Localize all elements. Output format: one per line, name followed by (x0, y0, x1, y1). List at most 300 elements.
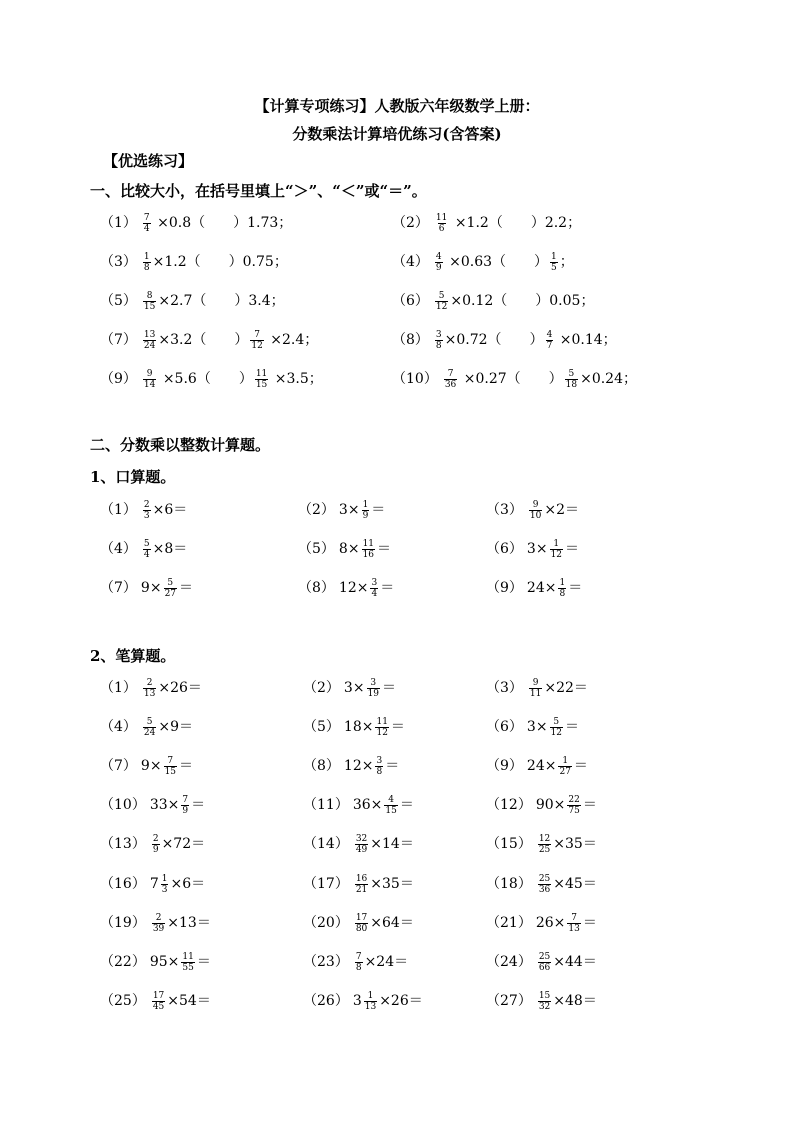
item-number: （4） (100, 719, 137, 735)
expression-text: 90× (535, 797, 566, 813)
fraction (538, 834, 551, 855)
expression-text: ×2.7（ ）3.4； (158, 293, 285, 309)
fraction (255, 369, 268, 390)
numerator: 3 (370, 677, 377, 688)
fraction (435, 213, 448, 234)
numerator: 5 (438, 290, 445, 301)
fraction (152, 991, 165, 1012)
denominator: 13 (568, 923, 580, 934)
denominator: 49 (355, 844, 368, 855)
denominator: 12 (550, 549, 563, 560)
section2-sub2-heading: 2、笔算题。 (90, 647, 176, 665)
fraction (558, 756, 571, 777)
denominator: 12 (435, 301, 448, 312)
denominator: 8 (435, 340, 442, 351)
numerator: 4 (388, 794, 394, 805)
expression-text: ×45＝ (553, 876, 597, 892)
fraction (546, 330, 554, 351)
fraction (558, 578, 566, 599)
compare-item (100, 210, 292, 236)
oral-item (100, 575, 193, 601)
oral-item (298, 536, 391, 562)
expression-text: ×2.4； (265, 332, 319, 348)
expression-text: ×9＝ (158, 719, 194, 735)
numerator: 3 (435, 329, 442, 340)
expression-text: ×0.72（ ） (444, 332, 544, 348)
expression-text: ＝ (377, 541, 392, 557)
item-number: （9） (486, 758, 523, 774)
numerator: 5 (143, 538, 150, 549)
fraction (355, 834, 368, 855)
item-number: （7） (100, 580, 137, 596)
expression-text: ＝ (565, 719, 580, 735)
denominator: 36 (538, 884, 551, 895)
denominator: 12 (376, 727, 388, 738)
expression-text: ×54＝ (167, 993, 211, 1009)
fraction (435, 252, 443, 273)
written-item (486, 675, 588, 701)
numerator: 4 (546, 329, 553, 340)
expression-text: 18× (343, 719, 374, 735)
item-number: （2） (298, 502, 335, 518)
fraction (143, 330, 156, 351)
denominator: 9 (362, 510, 369, 521)
numerator: 9 (532, 677, 539, 688)
numerator: 7 (355, 951, 362, 962)
numerator: 32 (355, 833, 368, 844)
expression-text: ＝ (385, 758, 400, 774)
numerator: 11 (255, 368, 268, 379)
denominator: 8 (143, 262, 150, 273)
denominator: 14 (143, 379, 156, 390)
item-number: （21） (486, 915, 532, 931)
item-number: （2） (392, 215, 429, 231)
compare-item (100, 288, 285, 314)
expression-text: 24× (526, 580, 557, 596)
fraction (375, 756, 383, 777)
fraction (181, 952, 194, 973)
numerator: 25 (538, 951, 551, 962)
item-number: （13） (100, 836, 146, 852)
fraction (550, 717, 563, 738)
compare-item (392, 327, 617, 353)
expression-text: ＝ (390, 719, 405, 735)
expression-text: ＝ (179, 580, 194, 596)
numerator: 22 (568, 794, 580, 805)
fraction (152, 913, 165, 934)
item-number: （4） (392, 254, 429, 270)
item-number: （3） (100, 254, 137, 270)
expression-text: ＝ (399, 797, 414, 813)
numerator: 5 (553, 716, 560, 727)
denominator: 9 (182, 805, 189, 816)
fraction (152, 834, 160, 855)
expression-text: ×24＝ (364, 954, 409, 970)
fraction (375, 717, 388, 738)
fraction (384, 795, 397, 816)
denominator: 66 (538, 962, 551, 973)
expression-text: 3× (343, 680, 365, 696)
fraction (550, 539, 563, 560)
numerator: 17 (355, 912, 368, 923)
item-number: （20） (303, 915, 349, 931)
numerator: 12 (538, 833, 551, 844)
expression-text: ＝ (582, 797, 597, 813)
denominator: 8 (376, 766, 383, 777)
denominator: 12 (251, 340, 263, 351)
denominator: 7 (546, 340, 553, 351)
numerator: 1 (143, 251, 150, 262)
expression-text: ×0.27（ ） (459, 371, 563, 387)
fraction (355, 913, 368, 934)
written-item (486, 792, 597, 818)
numerator: 15 (538, 990, 551, 1001)
numerator: 1 (559, 577, 566, 588)
fraction (164, 578, 177, 599)
denominator: 39 (152, 923, 165, 934)
item-number: （8） (392, 332, 429, 348)
expression-text: 3× (526, 541, 548, 557)
expression-text: ×14＝ (370, 836, 414, 852)
denominator: 16 (362, 549, 375, 560)
fraction (143, 717, 156, 738)
expression-text: ×13＝ (167, 915, 211, 931)
numerator: 2 (155, 912, 162, 923)
compare-item (392, 288, 594, 314)
compare-item (392, 249, 574, 275)
denominator: 9 (435, 262, 442, 273)
expression-text: 9× (140, 758, 162, 774)
item-number: （10） (392, 371, 438, 387)
item-number: （19） (100, 915, 146, 931)
written-item (486, 714, 579, 740)
denominator: 8 (355, 962, 362, 973)
fraction (161, 874, 169, 895)
numerator: 7 (143, 212, 150, 223)
fraction (143, 291, 156, 312)
item-number: （17） (303, 876, 349, 892)
numerator: 7 (182, 794, 189, 805)
fraction (143, 678, 156, 699)
written-item (303, 910, 414, 936)
expression-text: ×2＝ (544, 502, 580, 518)
oral-item (486, 536, 579, 562)
expression-text: ×3.5； (270, 371, 323, 387)
fraction (370, 578, 378, 599)
written-item (100, 871, 205, 897)
section1-heading: 一、比较大小，在括号里填上“＞”、“＜”或“＝”。 (90, 182, 427, 200)
fraction (567, 795, 580, 816)
fraction (550, 252, 558, 273)
denominator: 36 (444, 379, 457, 390)
item-number: （7） (100, 332, 137, 348)
page-title: 【计算专项练习】人教版六年级数学上册： (254, 97, 540, 115)
item-number: （25） (100, 993, 146, 1009)
item-number: （5） (303, 719, 340, 735)
denominator: 45 (152, 1001, 165, 1012)
expression-text: ＝ (196, 954, 211, 970)
numerator: 3 (371, 577, 378, 588)
fraction (355, 952, 363, 973)
denominator: 27 (164, 588, 177, 599)
fraction (362, 500, 370, 521)
expression-text: ×35＝ (553, 836, 597, 852)
fraction (143, 252, 151, 273)
written-item (303, 949, 408, 975)
denominator: 80 (355, 923, 368, 934)
numerator: 2 (146, 677, 153, 688)
denominator: 4 (143, 549, 150, 560)
fraction (250, 330, 263, 351)
numerator: 11 (435, 212, 448, 223)
item-number: （5） (100, 293, 137, 309)
denominator: 13 (364, 1001, 377, 1012)
fraction (181, 795, 189, 816)
item-number: （3） (486, 502, 523, 518)
item-number: （16） (100, 876, 146, 892)
denominator: 32 (538, 1001, 551, 1012)
written-item (303, 675, 396, 701)
numerator: 1 (362, 499, 369, 510)
expression-text: 95× (149, 954, 180, 970)
numerator: 7 (447, 368, 454, 379)
item-number: （2） (303, 680, 340, 696)
fraction (529, 500, 542, 521)
denominator: 8 (559, 588, 566, 599)
expression-text: ×1.2（ ）0.75； (152, 254, 288, 270)
denominator: 55 (182, 962, 194, 973)
denominator: 27 (559, 766, 571, 777)
item-number: （23） (303, 954, 349, 970)
item-number: （10） (100, 797, 146, 813)
compare-item (100, 366, 323, 392)
numerator: 9 (146, 368, 153, 379)
denominator: 15 (255, 379, 268, 390)
numerator: 7 (571, 912, 577, 923)
numerator: 5 (568, 368, 575, 379)
oral-item (100, 497, 187, 523)
expression-text: ＝ (565, 541, 580, 557)
numerator: 2 (152, 833, 159, 844)
expression-text: ×0.8（ ）1.73； (152, 215, 293, 231)
item-number: （22） (100, 954, 146, 970)
expression-text: ； (559, 254, 574, 270)
compare-item (100, 327, 318, 353)
expression-text: ×5.6（ ） (158, 371, 253, 387)
item-number: （6） (392, 293, 429, 309)
expression-text: 12× (338, 580, 369, 596)
numerator: 7 (167, 755, 174, 766)
fraction (565, 369, 578, 390)
oral-item (100, 536, 187, 562)
expression-text: ×26＝ (379, 993, 423, 1009)
item-number: （1） (100, 680, 137, 696)
numerator: 1 (553, 538, 560, 549)
numerator: 5 (146, 716, 153, 727)
page-subtitle: 分数乘法计算培优练习(含答案) (292, 125, 502, 143)
numerator: 9 (532, 499, 539, 510)
written-item (100, 831, 205, 857)
section2-heading: 二、分数乘以整数计算题。 (90, 436, 271, 454)
denominator: 13 (143, 688, 156, 699)
written-item (303, 792, 414, 818)
item-number: （7） (100, 758, 137, 774)
fraction (435, 291, 448, 312)
fraction (164, 756, 177, 777)
written-item (486, 753, 588, 779)
item-number: （1） (100, 502, 137, 518)
expression-text: ×35＝ (370, 876, 414, 892)
numerator: 17 (152, 990, 165, 1001)
expression-text: ×8＝ (152, 541, 188, 557)
compare-item (392, 210, 581, 236)
expression-text: 8× (338, 541, 360, 557)
denominator: 24 (143, 727, 156, 738)
item-number: （14） (303, 836, 349, 852)
written-item (486, 910, 597, 936)
written-item (100, 675, 202, 701)
expression-text: ＝ (568, 580, 583, 596)
expression-text: ＝ (582, 915, 597, 931)
numerator: 3 (376, 755, 383, 766)
expression-text: ×48＝ (553, 993, 597, 1009)
fraction (367, 678, 380, 699)
expression-text: ＝ (380, 580, 395, 596)
denominator: 4 (143, 223, 150, 234)
expression-text: ×44＝ (553, 954, 597, 970)
oral-item (486, 575, 582, 601)
numerator: 25 (538, 873, 551, 884)
numerator: 11 (182, 951, 194, 962)
numerator: 13 (143, 329, 156, 340)
expression-text: ×0.63（ ） (444, 254, 549, 270)
fraction (364, 991, 377, 1012)
numerator: 2 (143, 499, 150, 510)
expression-text: ×26＝ (158, 680, 202, 696)
denominator: 10 (529, 510, 542, 521)
written-item (100, 949, 211, 975)
numerator: 1 (161, 873, 168, 884)
fraction (538, 874, 551, 895)
denominator: 15 (164, 766, 177, 777)
written-item (100, 792, 205, 818)
written-item (100, 910, 211, 936)
item-number: （4） (100, 541, 137, 557)
item-number: （24） (486, 954, 532, 970)
item-number: （8） (298, 580, 335, 596)
fraction (567, 913, 580, 934)
section2-sub1-heading: 1、口算题。 (90, 468, 176, 486)
numerator: 4 (435, 251, 442, 262)
item-number: （9） (100, 371, 137, 387)
fraction (143, 213, 151, 234)
oral-item (298, 575, 394, 601)
expression-text: ＝ (191, 797, 206, 813)
denominator: 75 (568, 805, 580, 816)
expression-text: ＝ (371, 502, 386, 518)
denominator: 19 (367, 688, 380, 699)
compare-item (100, 249, 288, 275)
expression-text: ×3.2（ ） (158, 332, 249, 348)
expression-text: ×0.12（ ）0.05； (450, 293, 595, 309)
numerator: 8 (146, 290, 153, 301)
written-item (100, 714, 193, 740)
denominator: 25 (538, 844, 551, 855)
numerator: 16 (355, 873, 368, 884)
oral-item (298, 497, 385, 523)
expression-text: ×1.2（ ）2.2； (450, 215, 582, 231)
numerator: 1 (562, 755, 569, 766)
expression-text: 3× (526, 719, 548, 735)
fraction (143, 369, 156, 390)
item-number: （5） (298, 541, 335, 557)
denominator: 4 (371, 588, 378, 599)
fraction (143, 539, 151, 560)
numerator: 1 (367, 990, 374, 1001)
expression-text: ×0.24； (580, 371, 637, 387)
item-number: （12） (486, 797, 532, 813)
item-number: （9） (486, 580, 523, 596)
denominator: 6 (438, 223, 445, 234)
item-number: （15） (486, 836, 532, 852)
expression-text: ×0.14； (555, 332, 617, 348)
denominator: 3 (143, 510, 150, 521)
expression-text: ×64＝ (370, 915, 414, 931)
written-item (100, 988, 211, 1014)
numerator: 11 (376, 716, 388, 727)
expression-text: 36× (352, 797, 383, 813)
written-item (303, 831, 414, 857)
expression-text: 24× (526, 758, 557, 774)
expression-text: ＝ (573, 758, 588, 774)
practice-label: 【优选练习】 (103, 152, 194, 170)
expression-text: ＝ (179, 758, 194, 774)
fraction (143, 500, 151, 521)
fraction (444, 369, 457, 390)
item-number: （6） (486, 719, 523, 735)
fraction (435, 330, 443, 351)
item-number: （8） (303, 758, 340, 774)
denominator: 5 (551, 262, 557, 273)
numerator: 7 (254, 329, 260, 340)
item-number: （18） (486, 876, 532, 892)
expression-text: 33× (149, 797, 180, 813)
denominator: 3 (161, 884, 168, 895)
expression-text: 3× (338, 502, 360, 518)
numerator: 5 (167, 577, 174, 588)
item-number: （1） (100, 215, 137, 231)
expression-text: ×6＝ (152, 502, 188, 518)
numerator: 1 (551, 251, 557, 262)
written-item (303, 871, 414, 897)
expression-text: ×6＝ (170, 876, 206, 892)
written-item (486, 949, 597, 975)
fraction (529, 678, 542, 699)
item-number: （26） (303, 993, 349, 1009)
item-number: （6） (486, 541, 523, 557)
fraction (538, 952, 551, 973)
expression-text: ×22＝ (544, 680, 588, 696)
written-item (303, 714, 405, 740)
written-item (100, 753, 193, 779)
expression-text: 12× (343, 758, 374, 774)
fraction (538, 991, 551, 1012)
written-item (486, 831, 597, 857)
fraction (355, 874, 368, 895)
denominator: 15 (385, 805, 397, 816)
denominator: 21 (355, 884, 368, 895)
whole-number: 3 (352, 993, 362, 1009)
